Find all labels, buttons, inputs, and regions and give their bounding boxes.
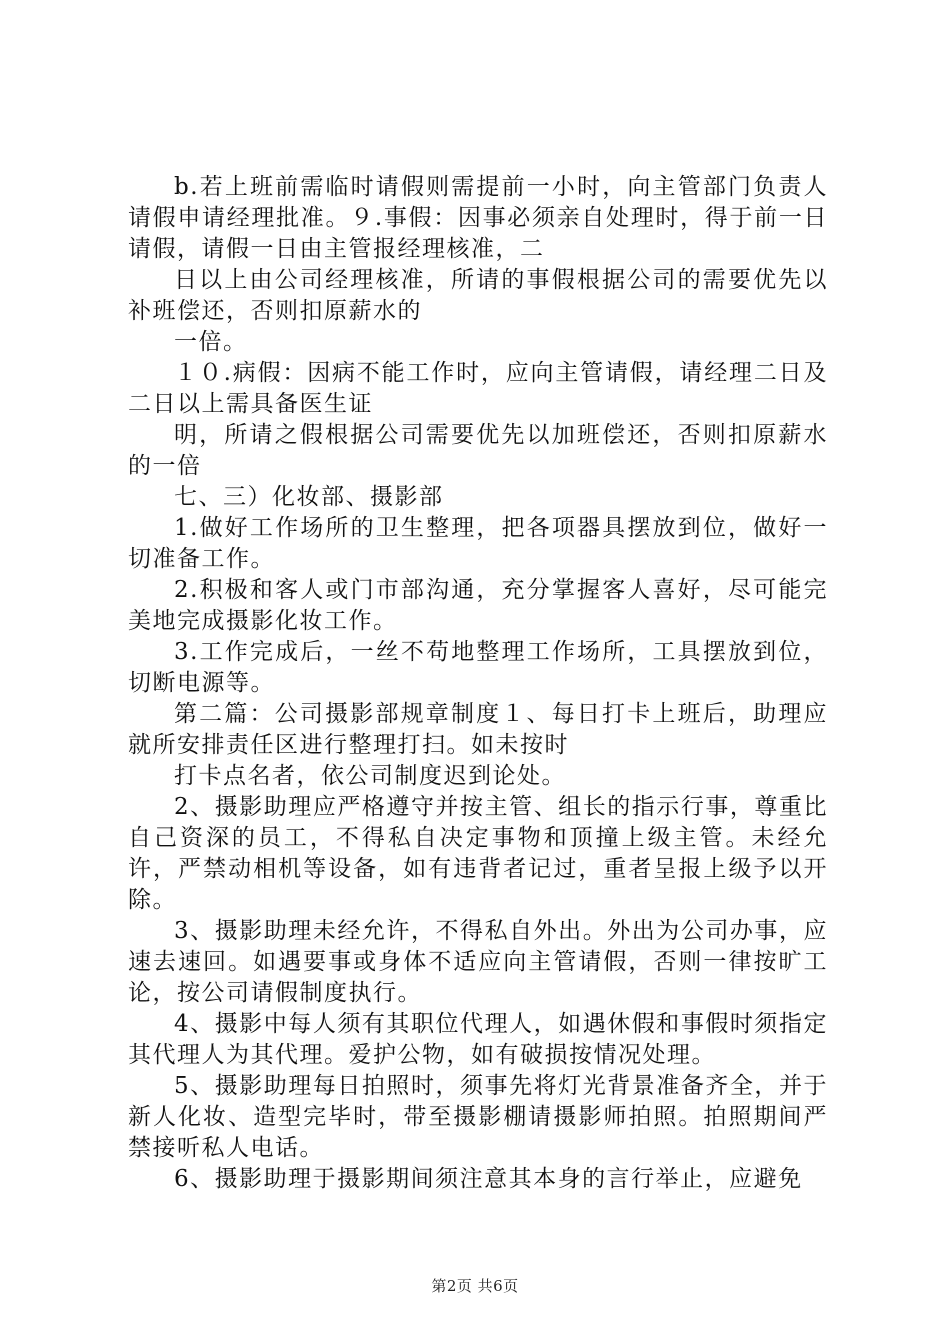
page-number-footer: 第2页 共6页 — [431, 1277, 519, 1295]
paragraph-double-deduction: 一倍。 — [174, 329, 248, 355]
paragraph-item-2: 2.积极和客人或门市部沟通，充分掌握客人喜好，尽可能完美地完成摄影化妆工作。 — [128, 577, 828, 634]
paragraph-sick-leave-compensation: 明，所请之假根据公司需要优先以加班偿还，否则扣原薪水的一倍 — [128, 422, 828, 479]
paragraph-item-3: 3.工作完成后，一丝不苟地整理工作场所，工具摆放到位，切断电源等。 — [128, 639, 828, 696]
paragraph-rule-4: 4、摄影中每人须有其职位代理人，如遇休假和事假时须指定其代理人为其代理。爱护公物，如有破损按情况处理。 — [128, 1011, 828, 1068]
paragraph-sick-leave: １０.病假：因病不能工作时，应向主管请假，请经理二日及二日以上需具备医生证 — [128, 360, 828, 417]
paragraph-item-1: 1.做好工作场所的卫生整理，把各项器具摆放到位，做好一切准备工作。 — [128, 515, 828, 572]
paragraph-rule-2: 2、摄影助理应严格遵守并按主管、组长的指示行事，尊重比自己资深的员工，不得私自决定事物和顶撞上级主管。未经允许，严禁动相机等设备，如有违背者记过，重者呈报上级予以开除。 — [128, 794, 828, 913]
paragraph-rule-6: 6、摄影助理于摄影期间须注意其本身的言行举止，应避免 — [174, 1166, 803, 1192]
section-heading-makeup-photo: 七、三）化妆部、摄影部 — [174, 484, 444, 510]
paragraph-late-clock-in: 打卡点名者，依公司制度迟到论处。 — [174, 763, 566, 789]
paragraph-leave-request: b.若上班前需临时请假则需提前一小时，向主管部门负责人请假申请经理批准。９.事假：因事必须亲自处理时，得于前一日请假，请假一日由主管报经理核准，二 — [128, 174, 828, 262]
paragraph-rule-3: 3、摄影助理未经允许，不得私自外出。外出为公司办事，应速去速回。如遇要事或身体不适应向主管请假，否则一律按旷工论，按公司请假制度执行。 — [128, 918, 828, 1006]
paragraph-rule-5: 5、摄影助理每日拍照时，须事先将灯光背景准备齐全，并于新人化妆、造型完毕时，带至摄影棚请摄影师拍照。拍照期间严禁接听私人电话。 — [128, 1073, 828, 1161]
document-body — [128, 172, 828, 1195]
paragraph-personal-leave-approval: 日以上由公司经理核准，所请的事假根据公司的需要优先以补班偿还，否则扣原薪水的 — [128, 267, 828, 324]
paragraph-chapter-two-start: 第二篇：公司摄影部规章制度１、每日打卡上班后，助理应就所安排责任区进行整理打扫。如未按时 — [128, 701, 828, 758]
